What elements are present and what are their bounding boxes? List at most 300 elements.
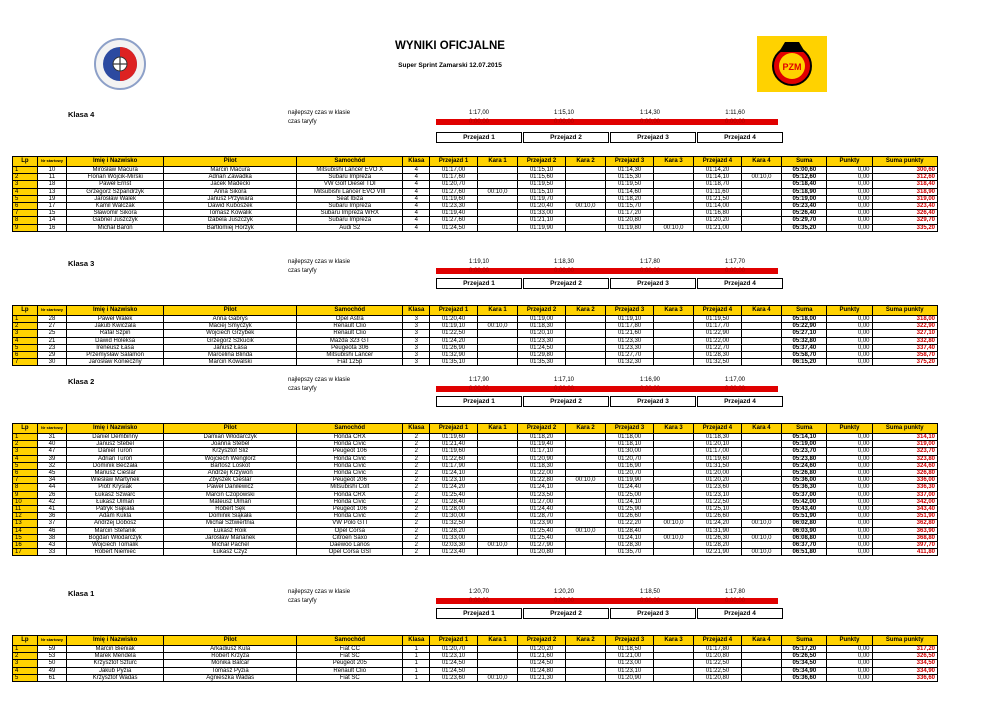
cell: 01:32,90 [430,352,477,359]
cell: Seat Ibiza [297,195,403,202]
cell [565,506,606,513]
cell: 05:19,00 [782,441,827,448]
cell: Łukasz Czyż [164,549,297,556]
cell: 01:21,50 [694,195,741,202]
cell: 0,00 [827,653,872,660]
cell: 334,50 [872,660,938,667]
cell: 01:25,40 [430,491,477,498]
cell: 01:18,30 [518,462,565,469]
cell [477,174,518,181]
tariff-time-value: 0:00,00 [521,119,607,125]
cell: 01:21,60 [606,330,653,337]
cell: Honda Civic [297,462,403,469]
cell: 00:10,0 [741,534,782,541]
cell: 01:20,20 [694,217,741,224]
cell: 01:18,20 [518,434,565,441]
cell: 01:24,10 [518,484,565,491]
cell: 05:34,50 [782,660,827,667]
cell: 11 [13,506,38,513]
cell: 0,00 [827,181,872,188]
cell: 13 [37,188,66,195]
cell: 05:22,90 [782,323,827,330]
cell [741,188,782,195]
cell: 01:28,40 [430,498,477,505]
cell: 01:30,00 [430,513,477,520]
cell: 10 [13,498,38,505]
przejazd-header: Przejazd 3 [610,608,696,619]
cell [741,491,782,498]
cell: 01:24,50 [518,344,565,351]
cell: 01:17,20 [606,210,653,217]
cell: 01:31,50 [694,462,741,469]
cell: 3 [403,352,430,359]
cell [741,542,782,549]
cell: 3 [13,181,38,188]
cell: 318,40 [872,181,938,188]
cell: 05:58,70 [782,352,827,359]
cell: Subaru Impreza [297,174,403,181]
table-row [13,344,938,351]
cell: Honda Civic [297,470,403,477]
tariff-time-value: 0:00,00 [521,268,607,274]
cell: Marcin Stefanik [67,527,164,534]
cell: 0,00 [827,660,872,667]
cell: 01:24,20 [430,337,477,344]
page-title: WYNIKI OFICJALNE [395,40,505,52]
cell: Renault Clio [297,323,403,330]
cell: Robert Sęk [164,506,297,513]
table-header-row [13,636,938,646]
cell: Opel Astra [297,316,403,323]
cell: 01:23,30 [606,344,653,351]
column-header: Przejazd 1 [430,157,477,167]
cell: 38 [37,534,66,541]
cell: Dawid Kuboszek [164,203,297,210]
table-row [13,210,938,217]
cell: 3 [403,337,430,344]
cell: 1 [403,653,430,660]
tariff-time-value: 0:00,00 [436,598,522,604]
cell [565,352,606,359]
cell: 4 [403,174,430,181]
results-table [12,635,938,682]
cell [565,462,606,469]
column-header: Kara 1 [477,306,518,316]
przejazd-header: Przejazd 4 [697,132,783,143]
cell: 01:20,00 [694,470,741,477]
cell: 01:17,80 [606,323,653,330]
cell: 12 [13,513,38,520]
cell: 01:20,10 [694,441,741,448]
cell: 19 [37,195,66,202]
cell [477,470,518,477]
best-time-value: 1:16,90 [639,377,661,383]
cell: 318,00 [872,316,938,323]
cell: 01:22,50 [430,330,477,337]
przejazd-header: Przejazd 2 [523,396,609,407]
class-title: Klasa 2 [68,377,95,386]
cell: 0,00 [827,491,872,498]
cell: 2 [403,513,430,520]
cell: 01:23,50 [518,491,565,498]
cell [477,646,518,653]
cell: 01:23,00 [606,660,653,667]
cell: 16 [37,224,66,231]
cell: 335,20 [872,224,938,231]
cell: 49 [37,667,66,674]
cell: 01:11,60 [694,188,741,195]
cell: Opel Corsa [297,527,403,534]
cell [741,667,782,674]
cell: 01:22,00 [518,470,565,477]
cell: 05:34,90 [782,667,827,674]
cell: 336,30 [872,484,938,491]
cell: 332,80 [872,337,938,344]
column-header: Punkty [827,157,872,167]
column-header: Punkty [827,636,872,646]
cell: 01:15,10 [518,188,565,195]
cell: 43 [37,542,66,549]
cell: 05:29,70 [782,217,827,224]
cell: Jakub Pyzia [67,667,164,674]
cell: 01:17,00 [430,167,477,174]
cell: 2 [403,491,430,498]
cell [741,323,782,330]
cell: 5 [13,344,38,351]
cell: 0,00 [827,210,872,217]
column-header: Suma [782,424,827,434]
cell: 01:19,60 [430,448,477,455]
cell: 01:20,90 [518,455,565,462]
cell: 50 [37,660,66,667]
cell: 2 [403,506,430,513]
cell: 10 [37,167,66,174]
cell [653,549,694,556]
cell: Paweł Danilewicz [164,484,297,491]
cell: 323,70 [872,448,938,455]
cell [653,448,694,455]
cell: 05:18,40 [782,181,827,188]
cell: 01:20,90 [606,674,653,681]
cell: 0,00 [827,359,872,366]
cell: 0,00 [827,167,872,174]
cell: 0,00 [827,434,872,441]
best-time-value: 1:18,50 [639,589,661,595]
cell: 01:19,90 [518,224,565,231]
przejazd-header: Przejazd 2 [523,608,609,619]
column-header: Pilot [164,306,297,316]
cell [565,674,606,681]
przejazd-header: Przejazd 3 [610,396,696,407]
cell: Fiat CC [297,646,403,653]
cell: Michał Pachel [164,542,297,549]
cell: 00:10,0 [653,520,694,527]
przejazd-header: Przejazd 1 [436,608,522,619]
cell: Damian Włodarczyk [164,434,297,441]
cell [741,498,782,505]
cell: 2 [13,441,38,448]
cell: 01:18,70 [694,181,741,188]
cell: 9 [13,224,38,231]
cell: Jarosław Marianek [164,534,297,541]
column-header: Przejazd 3 [606,424,653,434]
cell: 01:17,10 [518,448,565,455]
column-header: Przejazd 4 [694,424,741,434]
cell: 27 [37,323,66,330]
cell [477,498,518,505]
table-header-row [13,424,938,434]
table-row [13,674,938,681]
cell [741,674,782,681]
cell [565,181,606,188]
cell: Bogdan Włodarczyk [67,534,164,541]
cell: 322,90 [872,323,938,330]
table-row [13,203,938,210]
cell [653,195,694,202]
column-header: Kara 3 [653,306,694,316]
cell [565,217,606,224]
cell [565,667,606,674]
cell [653,344,694,351]
cell: Daewoo Lanos [297,542,403,549]
cell: 2 [403,455,430,462]
cell: 319,00 [872,441,938,448]
cell: 01:24,10 [430,470,477,477]
cell [477,203,518,210]
cell [477,660,518,667]
cell: 01:19,90 [606,477,653,484]
cell: Dawid Holeksa [67,337,164,344]
cell: Honda Civic [297,498,403,505]
cell: 01:28,40 [606,527,653,534]
przejazd-header: Przejazd 4 [697,608,783,619]
cell [565,337,606,344]
table-row [13,520,938,527]
cell: 31 [37,434,66,441]
cell: 01:24,20 [694,520,741,527]
cell: Kamil Walczak [67,203,164,210]
table-row [13,660,938,667]
column-header: Samochód [297,424,403,434]
cell: 01:23,30 [606,337,653,344]
cell: 42 [37,498,66,505]
cell: 01:27,60 [430,217,477,224]
tariff-time-value: 0:00,00 [607,598,693,604]
cell: 01:35,30 [518,359,565,366]
cell: Honda Civic [297,441,403,448]
przejazd-header: Przejazd 1 [436,132,522,143]
cell: 01:21,40 [430,441,477,448]
cell: 02:21,90 [694,549,741,556]
cell [653,653,694,660]
cell: 317,20 [872,646,938,653]
cell [653,167,694,174]
cell: Tomasz Pyzia [164,667,297,674]
cell [653,337,694,344]
cell [565,448,606,455]
cell [741,337,782,344]
cell: 01:20,70 [430,646,477,653]
cell: 01:35,10 [430,359,477,366]
table-row [13,470,938,477]
cell: 00:10,0 [477,323,518,330]
best-time-value: 1:11,60 [725,110,745,116]
cell: 01:23,10 [430,477,477,484]
cell: 23 [37,344,66,351]
cell: 41 [37,506,66,513]
column-header: Imię i Nazwisko [67,636,164,646]
best-time-value: 1:20,70 [468,589,490,595]
cell: Marcelina Blinda [164,352,297,359]
cell: 2 [403,470,430,477]
cell: 16 [13,542,38,549]
best-time-label: najlepszy czas w klasie [288,589,351,595]
cell: Monika Balcar [164,660,297,667]
cell: 01:17,80 [694,646,741,653]
cell: 01:19,40 [430,210,477,217]
cell: 2 [13,323,38,330]
cell [653,527,694,534]
table-row [13,653,938,660]
cell: 05:27,10 [782,330,827,337]
cell: 15 [13,534,38,541]
cell [741,513,782,520]
tariff-time-value: 0:00,00 [436,386,522,392]
best-time-value: 1:17,80 [639,259,661,265]
column-header: Lp [13,636,38,646]
cell: 00:10,0 [477,674,518,681]
best-time-label: najlepszy czas w klasie [288,110,351,116]
cell: 01:14,20 [694,167,741,174]
best-time-label: najlepszy czas w klasie [288,259,351,265]
cell: 59 [37,646,66,653]
table-row [13,498,938,505]
column-header: Kara 1 [477,424,518,434]
cell: 01:24,50 [430,224,477,231]
cell: 47 [37,448,66,455]
cell: 2 [13,653,38,660]
cell: Janusz Stebel [67,441,164,448]
table-row [13,337,938,344]
cell: 01:32,50 [430,520,477,527]
cell: 329,70 [872,217,938,224]
cell: 01:21,30 [518,674,565,681]
cell: 32 [37,462,66,469]
table-row [13,167,938,174]
cell: 37 [37,520,66,527]
cell [565,195,606,202]
cell: 0,00 [827,498,872,505]
cell [565,167,606,174]
cell: 01:26,60 [694,513,741,520]
table-row [13,506,938,513]
cell: 01:24,50 [518,660,565,667]
cell [653,491,694,498]
cell: 01:28,20 [430,527,477,534]
cell: 33 [37,549,66,556]
cell: 17 [13,549,38,556]
cell: 337,40 [872,344,938,351]
cell [565,441,606,448]
cell: 337,00 [872,491,938,498]
cell: 05:43,40 [782,506,827,513]
cell: Jarosław Walek [67,195,164,202]
cell: 00:10,0 [741,520,782,527]
cell: Tomasz Kowalik [164,210,297,217]
cell [653,484,694,491]
cell: 00:10,0 [477,542,518,549]
column-header: Pilot [164,636,297,646]
cell: 01:21,00 [694,224,741,231]
cell [565,491,606,498]
cell: 01:23,10 [606,667,653,674]
cell: Mariusz Cieślar [67,470,164,477]
cell: 1 [13,434,38,441]
tariff-time-label: czas taryfy [288,598,317,604]
cell: 300,60 [872,167,938,174]
cell: Adrian Turoń [67,455,164,462]
cell [741,203,782,210]
cell: Przemysław Salamon [67,352,164,359]
cell: 368,80 [872,534,938,541]
cell: 5 [13,462,38,469]
cell: 5 [13,674,38,681]
cell: Izabela Juszczyk [164,217,297,224]
column-header: Suma punkty [872,306,938,316]
cell [741,653,782,660]
cell: 4 [403,217,430,224]
cell: Andrzej Dobosz [67,520,164,527]
cell: Michał Sztwiertnia [164,520,297,527]
cell: 00:10,0 [477,188,518,195]
cell [477,167,518,174]
cell [477,224,518,231]
cell: 01:25,40 [518,527,565,534]
class-title: Klasa 3 [68,259,95,268]
cell: 05:18,00 [782,316,827,323]
column-header: Suma punkty [872,636,938,646]
cell: 21 [37,337,66,344]
results-table [12,423,938,556]
column-header: Przejazd 2 [518,157,565,167]
cell: 0,00 [827,455,872,462]
cell: 05:36,60 [782,674,827,681]
cell: 01:18,30 [694,434,741,441]
cell: Andrzej Krzywoń [164,470,297,477]
cell: 0,00 [827,667,872,674]
cell: 26 [37,491,66,498]
cell [653,352,694,359]
przejazd-header: Przejazd 4 [697,278,783,289]
cell: 01:21,60 [518,653,565,660]
cell: Ireneusz Łasa [67,344,164,351]
cell: 05:17,20 [782,646,827,653]
cell: 61 [37,674,66,681]
cell: 324,60 [872,462,938,469]
cell: Marek Mendela [67,653,164,660]
cell: 01:25,00 [606,491,653,498]
cell: Janusz Przywara [164,195,297,202]
cell: Mazda 323 GT [297,337,403,344]
cell: Honda CRX [297,491,403,498]
cell: 00:10,0 [653,224,694,231]
cell: 05:51,90 [782,513,827,520]
cell [741,316,782,323]
column-header: Pilot [164,157,297,167]
cell [565,470,606,477]
table-row [13,462,938,469]
cell: 336,60 [872,674,938,681]
